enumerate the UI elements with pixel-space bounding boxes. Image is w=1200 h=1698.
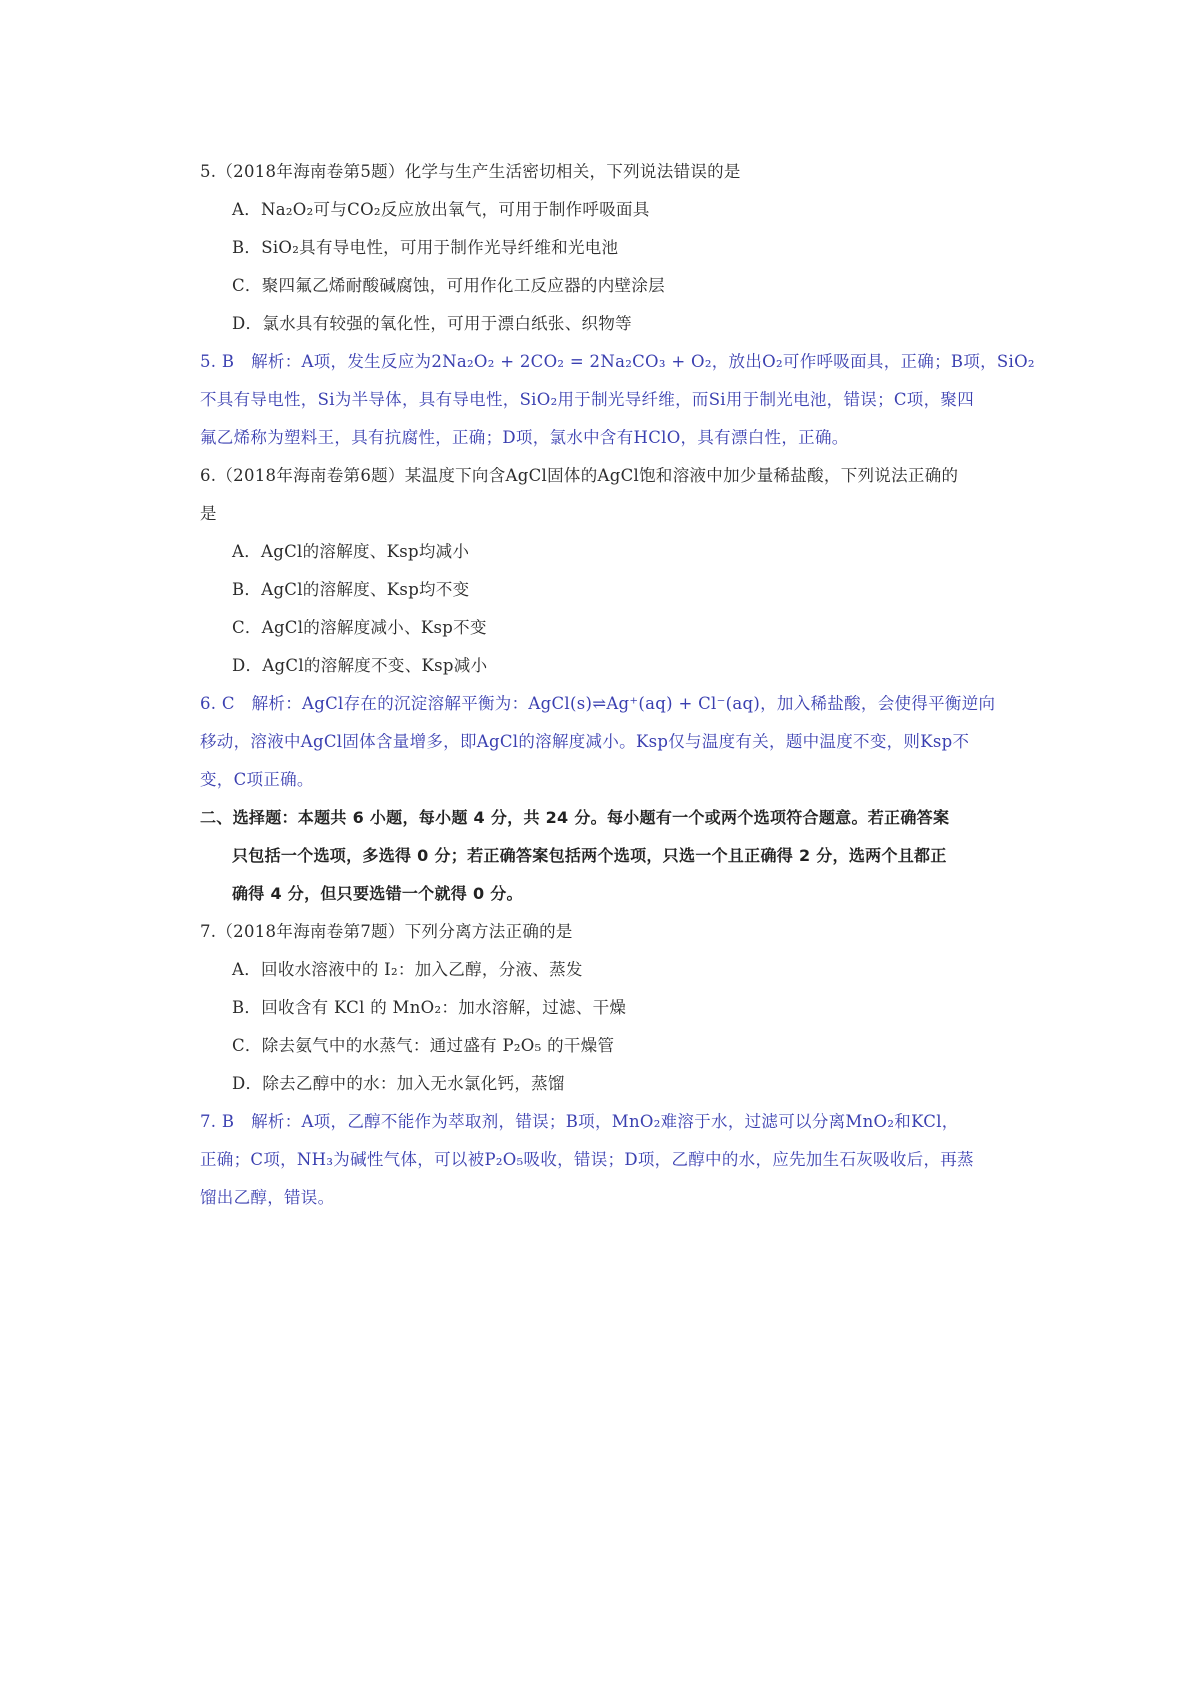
q5-option-a: A．Na₂O₂可与CO₂反应放出氧气，可用于制作呼吸面具 bbox=[232, 200, 650, 219]
q6-option-c: C．AgCl的溶解度减小、Ksp不变 bbox=[232, 618, 487, 637]
q6-stem-line-2: 是 bbox=[200, 504, 217, 523]
q5-option-b: B．SiO₂具有导电性，可用于制作光导纤维和光电池 bbox=[232, 238, 619, 257]
q5-stem: 5.（2018年海南卷第5题）化学与生产生活密切相关，下列说法错误的是 bbox=[200, 162, 741, 181]
q6-option-b: B．AgCl的溶解度、Ksp均不变 bbox=[232, 580, 470, 599]
q5-option-d: D．氯水具有较强的氧化性，可用于漂白纸张、织物等 bbox=[232, 314, 632, 333]
q5-answer-line-3: 氟乙烯称为塑料王，具有抗腐性，正确；D项，氯水中含有HClO，具有漂白性，正确。 bbox=[200, 428, 849, 447]
q7-answer-line-3: 馏出乙醇，错误。 bbox=[200, 1188, 335, 1207]
q7-option-d: D．除去乙醇中的水：加入无水氯化钙，蒸馏 bbox=[232, 1074, 565, 1093]
q5-option-c: C．聚四氟乙烯耐酸碱腐蚀，可用作化工反应器的内壁涂层 bbox=[232, 276, 665, 295]
q6-answer-line-2: 移动，溶液中AgCl固体含量增多，即AgCl的溶解度减小。Ksp仅与温度有关，题中温度不变，则Ksp不 bbox=[200, 732, 970, 751]
q6-answer-line-1: 6. C 解析：AgCl存在的沉淀溶解平衡为：AgCl(s)⇌Ag⁺(aq) + Cl⁻(aq)，加入稀盐酸，会使得平衡逆向 bbox=[200, 694, 996, 713]
section-2-instructions-line-1: 二、选择题：本题共 6 小题，每小题 4 分，共 24 分。每小题有一个或两个选项符合题意。若正确答案 bbox=[200, 808, 950, 827]
q6-option-a: A．AgCl的溶解度、Ksp均减小 bbox=[232, 542, 470, 561]
q6-answer-line-3: 变，C项正确。 bbox=[200, 770, 314, 789]
q7-option-c: C．除去氨气中的水蒸气：通过盛有 P₂O₅ 的干燥管 bbox=[232, 1036, 615, 1055]
section-2-instructions-line-3: 确得 4 分，但只要选错一个就得 0 分。 bbox=[232, 884, 523, 903]
q7-answer-line-1: 7. B 解析：A项，乙醇不能作为萃取剂，错误；B项，MnO₂难溶于水，过滤可以分离MnO₂和KCl， bbox=[200, 1112, 959, 1131]
q7-option-b: B．回收含有 KCl 的 MnO₂：加水溶解，过滤、干燥 bbox=[232, 998, 627, 1017]
q5-answer-line-2: 不具有导电性，Si为半导体，具有导电性，SiO₂用于制光导纤维，而Si用于制光电池，错误；C项，聚四 bbox=[200, 390, 975, 409]
q7-stem: 7.（2018年海南卷第7题）下列分离方法正确的是 bbox=[200, 922, 573, 941]
q6-option-d: D．AgCl的溶解度不变、Ksp减小 bbox=[232, 656, 488, 675]
q6-stem-line-1: 6.（2018年海南卷第6题）某温度下向含AgCl固体的AgCl饱和溶液中加少量稀盐酸，下列说法正确的 bbox=[200, 466, 959, 485]
q5-answer-line-1: 5. B 解析：A项，发生反应为2Na₂O₂ + 2CO₂ = 2Na₂CO₃ + O₂，放出O₂可作呼吸面具，正确；B项，SiO₂ bbox=[200, 352, 1035, 371]
q7-option-a: A．回收水溶液中的 I₂：加入乙醇，分液、蒸发 bbox=[232, 960, 583, 979]
section-2-instructions-line-2: 只包括一个选项，多选得 0 分；若正确答案包括两个选项，只选一个且正确得 2 分，选两个且都正 bbox=[232, 846, 947, 865]
q7-answer-line-2: 正确；C项，NH₃为碱性气体，可以被P₂O₅吸收，错误；D项，乙醇中的水，应先加生石灰吸收后，再蒸 bbox=[200, 1150, 974, 1169]
